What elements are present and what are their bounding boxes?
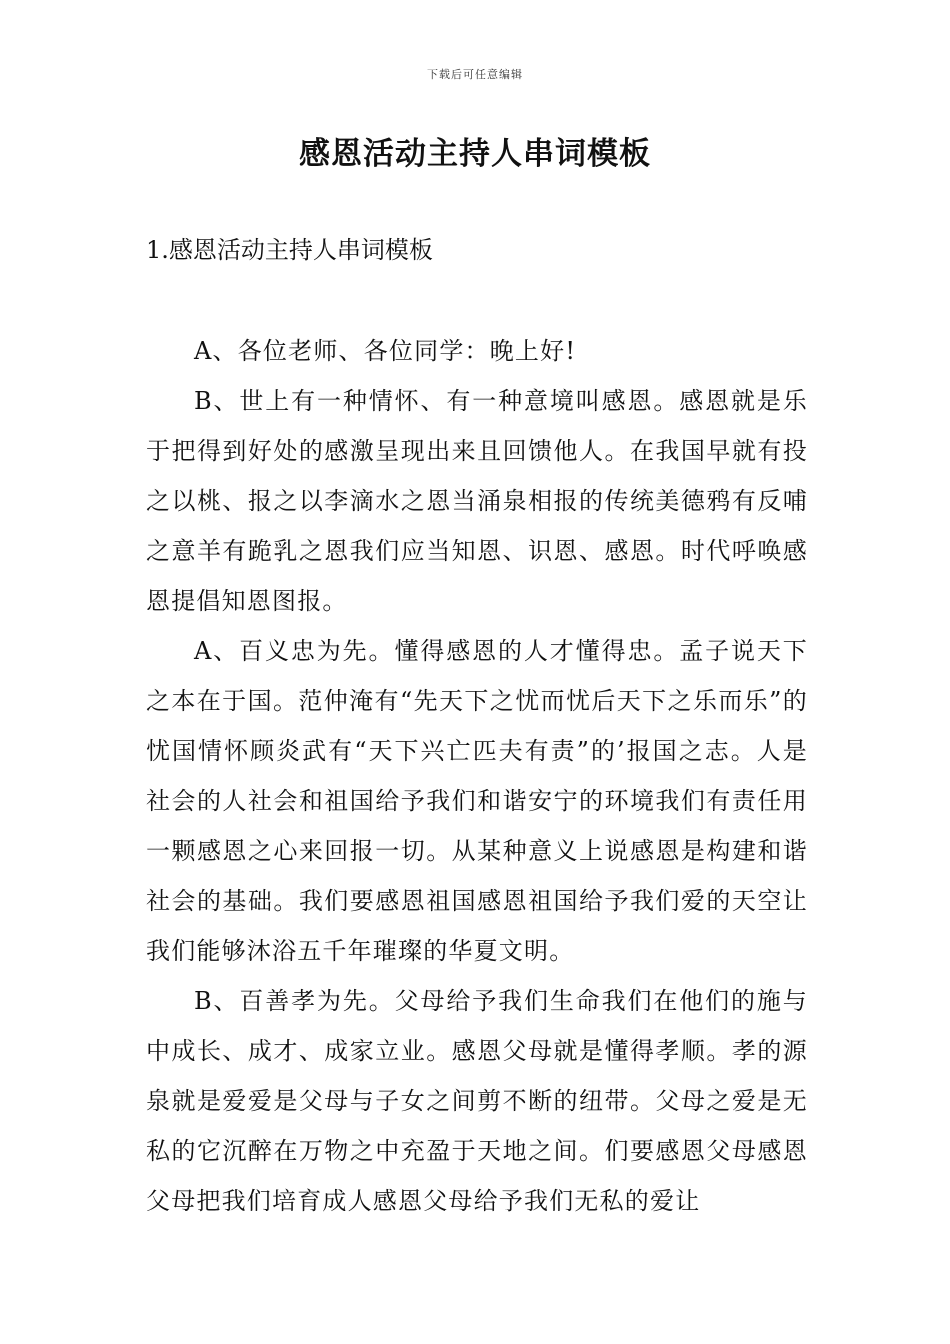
paragraph-loyalty: A、百义忠为先。懂得感恩的人才懂得忠。孟子说天下之本在于国。范仲淹有“先天下之忧而忧后天下之乐而乐”的忧国情怀顾炎武有“天下兴亡匹夫有责”的’报国之志。人是社会的人社会和祖国给予我们和谐安宁的环境我们有责任用一颗感恩之心来回报一切。从某种意义上说感恩是构建和谐社会的基础。我们要感恩祖国感恩祖国给予我们爱的天空让我们能够沐浴五千年璀璨的华夏文明。 [146,637,808,965]
document-body [146,326,808,1226]
paragraph-greeting: A、各位老师、各位同学：晚上好! [194,337,577,365]
paragraph-gratitude-intro: B、世上有一种情怀、有一种意境叫感恩。感恩就是乐于把得到好处的感激呈现出来且回馈他人。在我国早就有投之以桃、报之以李滴水之恩当涌泉相报的传统美德鸦有反哺之意羊有跪乳之恩我们应当知恩、识恩、感恩。时代呼唤感恩提倡知恩图报。 [146,387,808,615]
section-heading: 1.感恩活动主持人串词模板 [146,236,433,264]
document-title: 感恩活动主持人串词模板 [299,136,651,172]
paragraph-filial-piety: B、百善孝为先。父母给予我们生命我们在他们的施与中成长、成才、成家立业。感恩父母就是懂得孝顺。孝的源泉就是爱爱是父母与子女之间剪不断的纽带。父母之爱是无私的它沉醉在万物之中充盈于天地之间。们要感恩父母感恩父母把我们培育成人感恩父母给予我们无私的爱让 [146,987,808,1215]
header-note: 下载后可任意编辑 [427,68,523,81]
